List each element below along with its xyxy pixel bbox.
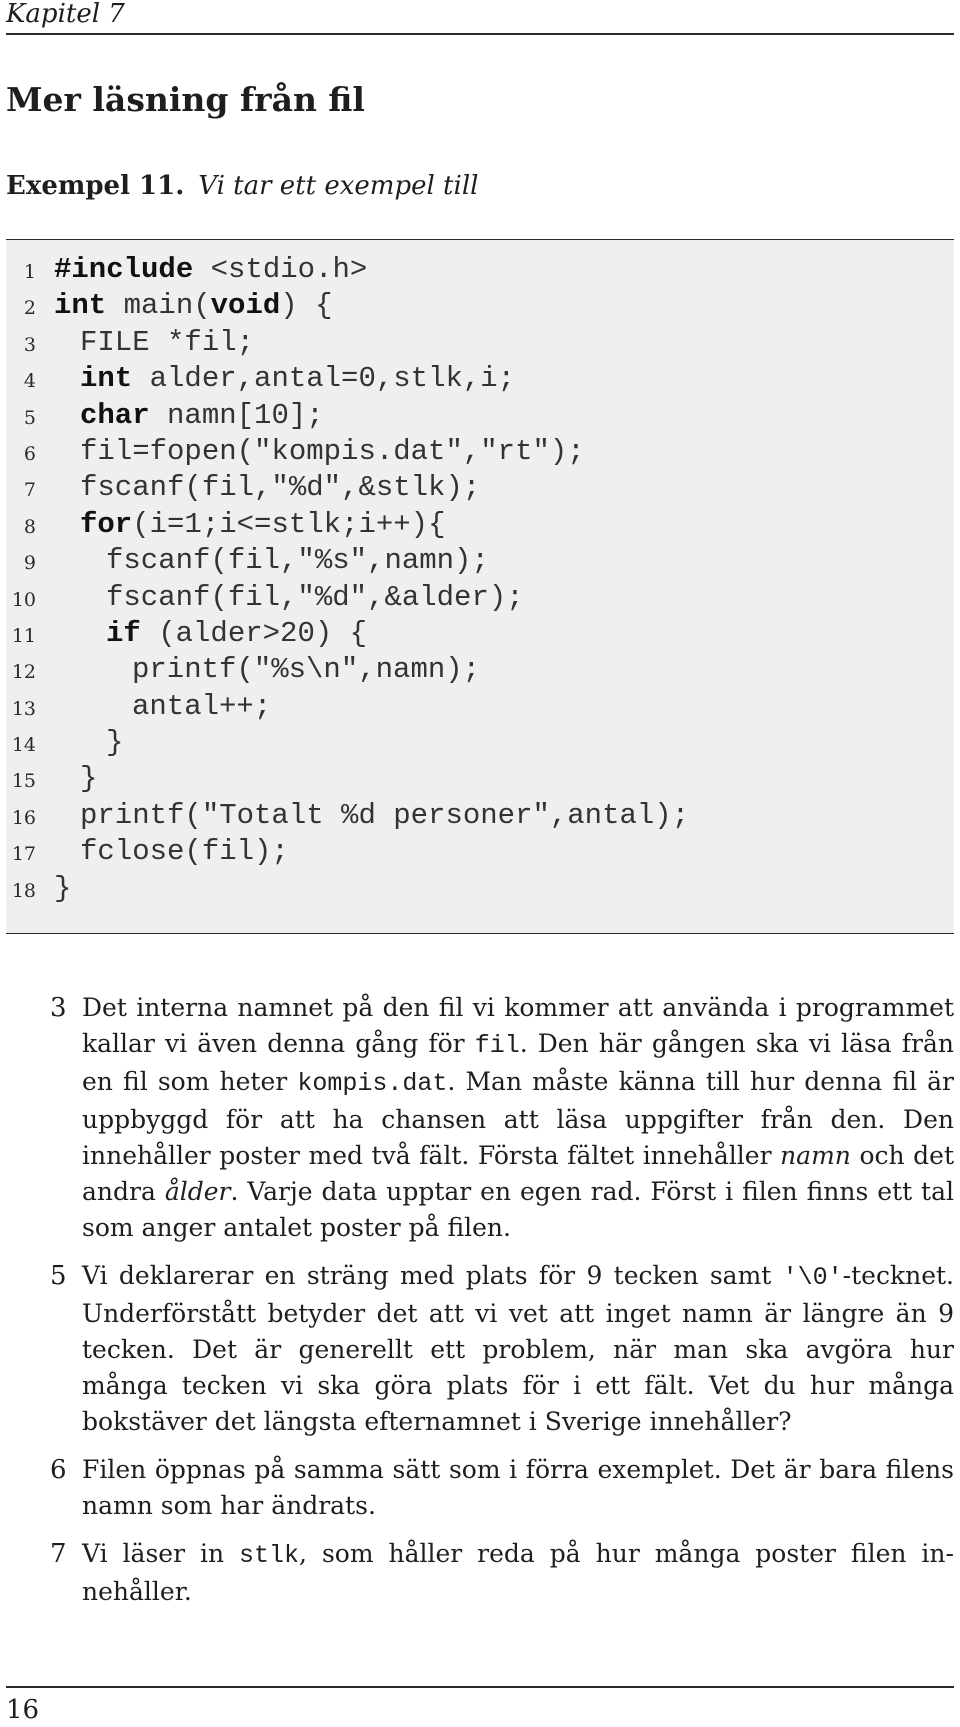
code-line xyxy=(6,616,954,652)
line-number: 15 xyxy=(11,770,36,793)
header-rule xyxy=(6,33,954,35)
code-line xyxy=(6,725,954,761)
code-text xyxy=(80,470,480,506)
footer-rule xyxy=(6,1686,954,1688)
code-line xyxy=(6,834,954,870)
line-number: 12 xyxy=(11,661,36,684)
code-token: fscanf(fil,"%d",&alder); xyxy=(106,580,524,614)
inline-code: '\0' xyxy=(782,1263,843,1292)
chapter-header: Kapitel 7 xyxy=(6,0,125,29)
code-token: fscanf(fil,"%d",&stlk); xyxy=(80,471,481,505)
code-token: antal++; xyxy=(132,689,272,723)
code-keyword: for xyxy=(80,507,133,541)
note-text xyxy=(82,1452,954,1524)
line-number: 14 xyxy=(11,734,36,757)
code-token: namn[10]; xyxy=(149,398,324,432)
code-line xyxy=(6,798,954,834)
code-token: } xyxy=(106,726,124,760)
note-text xyxy=(82,1258,954,1440)
code-keyword: int xyxy=(80,362,133,396)
code-token: ) { xyxy=(280,289,333,323)
example-intro xyxy=(6,170,478,202)
code-line xyxy=(6,361,954,397)
code-token: } xyxy=(54,871,72,905)
note-line-ref: 5 xyxy=(50,1261,67,1291)
code-text xyxy=(106,725,123,761)
code-listing xyxy=(6,239,954,934)
code-line xyxy=(6,288,954,324)
code-text xyxy=(80,761,97,797)
code-text xyxy=(106,616,367,652)
text-run: , som håller reda på hur många poster filen innehåller. xyxy=(82,1539,954,1606)
code-line xyxy=(6,434,954,470)
code-keyword: if xyxy=(106,616,141,650)
note-item xyxy=(50,1258,954,1440)
code-token: } xyxy=(80,762,98,796)
code-token: main( xyxy=(106,289,211,323)
code-keyword: int xyxy=(54,289,107,323)
example-text: Vi tar ett exempel till xyxy=(198,171,479,201)
code-line xyxy=(6,652,954,688)
line-number: 1 xyxy=(23,261,36,283)
note-text xyxy=(82,1536,954,1610)
code-line xyxy=(6,507,954,543)
note-line-ref: 6 xyxy=(50,1455,67,1485)
code-line xyxy=(6,543,954,579)
text-run: Vi läser in xyxy=(82,1539,240,1568)
text-run: . Den här gången ska vi läsa från en fil som heter xyxy=(82,1029,954,1096)
code-token: printf("%s\n",namn); xyxy=(132,653,481,687)
line-number: 18 xyxy=(11,879,36,902)
code-token: fclose(fil); xyxy=(80,835,289,869)
code-text xyxy=(80,398,324,434)
code-text xyxy=(80,434,585,470)
code-line xyxy=(6,252,954,288)
code-text xyxy=(132,652,480,688)
code-text xyxy=(80,507,445,543)
text-run: . Varje data upptar en egen rad. Först i filen finns ett tal som anger antalet poster på filen. xyxy=(82,1177,955,1242)
code-token: (alder>20) { xyxy=(140,616,368,650)
line-number: 13 xyxy=(11,697,36,720)
code-text xyxy=(80,361,515,397)
code-line xyxy=(6,689,954,725)
code-notes xyxy=(50,990,954,1622)
example-label: Exempel 11. xyxy=(6,171,185,201)
code-text xyxy=(54,252,367,288)
code-token: printf("Totalt %d personer",antal); xyxy=(80,798,690,832)
note-item xyxy=(50,990,954,1246)
code-token: FILE *fil; xyxy=(80,325,255,359)
code-text xyxy=(54,871,71,907)
code-text xyxy=(54,288,332,324)
text-run: Det interna namnet på den fil vi kommer att använda i programmet kallar vi även denna gång för xyxy=(82,993,954,1058)
text-run: och det andra xyxy=(82,1141,954,1206)
code-keyword: char xyxy=(80,398,150,432)
code-lines xyxy=(6,252,954,907)
page-number: 16 xyxy=(6,1695,40,1725)
line-number: 2 xyxy=(23,297,36,320)
code-text xyxy=(80,834,289,870)
emphasis: namn xyxy=(780,1141,851,1170)
line-number: 3 xyxy=(23,333,36,356)
code-text xyxy=(106,580,524,616)
code-line xyxy=(6,580,954,616)
line-number: 17 xyxy=(11,843,36,866)
code-line xyxy=(6,761,954,797)
code-line xyxy=(6,871,954,907)
line-number: 9 xyxy=(23,552,36,575)
note-line-ref: 7 xyxy=(50,1539,67,1569)
line-number: 4 xyxy=(23,370,36,393)
line-number: 11 xyxy=(11,624,36,647)
code-token: <stdio.h> xyxy=(193,253,368,286)
code-token: fil=fopen("kompis.dat","rt"); xyxy=(80,434,585,468)
line-number: 16 xyxy=(11,806,36,829)
code-text xyxy=(132,689,271,725)
note-text xyxy=(82,990,954,1246)
note-line-ref: 3 xyxy=(50,993,67,1023)
line-number: 8 xyxy=(23,515,36,538)
line-number: 6 xyxy=(23,442,36,465)
text-run: Vi deklarerar en sträng med plats för 9 tecken samt xyxy=(82,1261,783,1290)
line-number: 7 xyxy=(23,479,36,502)
text-run: . Man måste känna till hur denna fil är uppbyggd för att ha chansen att läsa uppgifter från den. Den innehåller poster med två fält. Första fältet innehåller xyxy=(82,1067,954,1170)
note-item xyxy=(50,1452,954,1524)
code-text xyxy=(106,543,489,579)
code-line xyxy=(6,325,954,361)
text-run: -tecknet. Underförstått betyder det att vi vet att inget namn är längre än 9 tecken. Det är generellt ett problem, när man ska avgöra hur många tecken vi ska göra plats för i ett fält. Vet du hur många bokstäver det längsta efternamnet i Sverige innehåller? xyxy=(82,1261,954,1436)
code-keyword: void xyxy=(210,289,281,323)
line-number: 5 xyxy=(23,406,36,429)
inline-code: fil xyxy=(474,1031,520,1060)
code-text xyxy=(80,798,689,834)
code-line xyxy=(6,470,954,506)
text-run: Filen öppnas på samma sätt som i förra exemplet. Det är bara filens namn som har ändrats. xyxy=(82,1455,954,1520)
note-item xyxy=(50,1536,954,1610)
code-text xyxy=(80,325,254,361)
section-title: Mer läsning från fil xyxy=(6,80,365,119)
code-token: alder,antal=0,stlk,i; xyxy=(132,362,516,396)
inline-code: stlk xyxy=(239,1541,300,1570)
line-number: 10 xyxy=(11,588,36,611)
code-token: fscanf(fil,"%s",namn); xyxy=(106,544,489,578)
code-token: (i=1;i<=stlk;i++){ xyxy=(132,507,446,541)
code-line xyxy=(6,398,954,434)
inline-code: kompis.dat xyxy=(297,1069,448,1098)
code-keyword: #include xyxy=(54,253,194,286)
emphasis: ålder xyxy=(164,1177,231,1206)
